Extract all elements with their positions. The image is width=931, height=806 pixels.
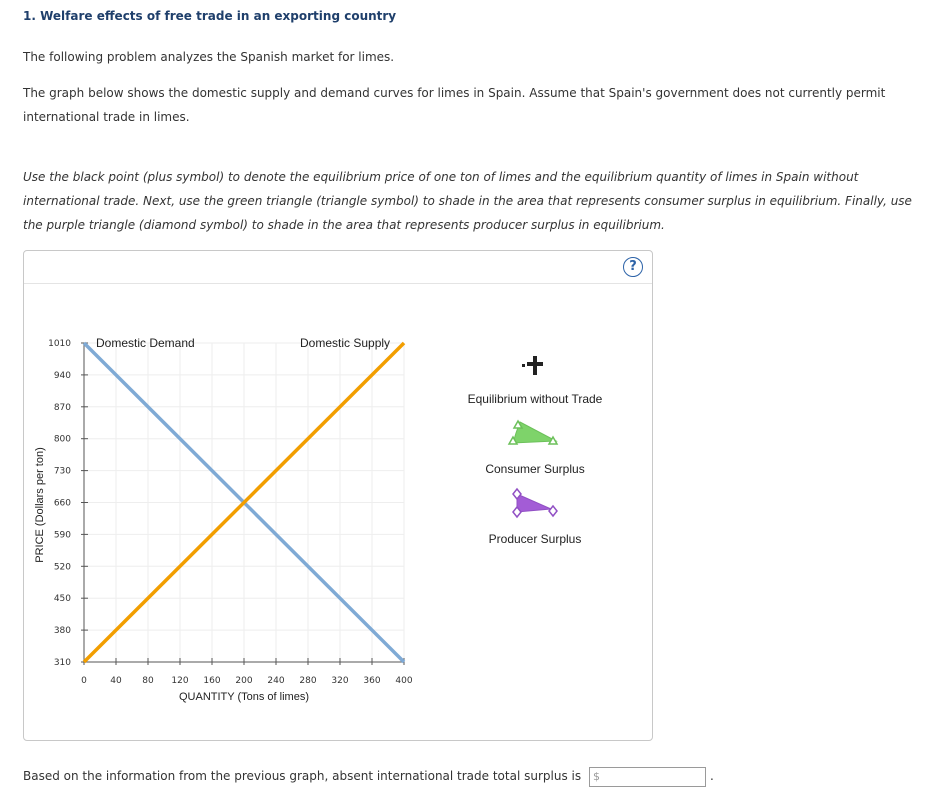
y-tick-label: 380: [53, 626, 71, 637]
x-tick-label: 120: [171, 676, 189, 686]
x-tick-label: 160: [203, 676, 221, 686]
help-icon[interactable]: ?: [623, 257, 643, 277]
y-tick-label: 1010: [48, 339, 71, 349]
x-tick-label: 240: [267, 676, 285, 686]
x-tick-label: 280: [299, 676, 317, 686]
instruction-line-3: the purple triangle (diamond symbol) to shade in the area that represents producer surplus in equilibrium.: [23, 218, 665, 232]
producer-surplus-tool[interactable]: [489, 489, 582, 546]
instruction-line-2: international trade. Next, use the green triangle (triangle symbol) to shade in the area that represents consumer surplus in equilibrium. Finally, use: [23, 194, 912, 208]
y-tick-label: 870: [53, 402, 71, 413]
x-tick-label: 400: [395, 676, 413, 686]
y-tick-label: 590: [53, 530, 71, 541]
x-tick-label: 360: [363, 676, 381, 686]
demand-curve-label: Domestic Demand: [96, 336, 195, 350]
x-tick-label: 80: [142, 676, 154, 686]
dollar-prefix: $: [593, 770, 600, 783]
y-tick-label: 450: [53, 594, 71, 605]
x-tick-label: 40: [110, 676, 122, 686]
y-tick-label: 730: [53, 466, 71, 477]
purple-diamond-icon: [513, 489, 557, 517]
total-surplus-question: Based on the information from the previous graph, absent international trade total surplus is: [23, 769, 582, 783]
green-triangle-icon: [509, 421, 557, 444]
intro-text: The following problem analyzes the Spanish market for limes.: [23, 50, 395, 64]
equilibrium-plus-tool[interactable]: [468, 356, 603, 406]
supply-curve-label: Domestic Supply: [300, 336, 391, 350]
description-line-1: The graph below shows the domestic supply and demand curves for limes in Spain. Assume that Spain's government does not currently permit: [23, 86, 886, 100]
y-tick-label: 800: [53, 434, 71, 445]
producer-surplus-legend-label: Producer Surplus: [488, 532, 582, 546]
y-axis-title: PRICE (Dollars per ton): [34, 447, 46, 563]
total-surplus-input[interactable]: [589, 767, 706, 787]
x-tick-label: 0: [81, 676, 87, 686]
equilibrium-legend-label: Equilibrium without Trade: [467, 392, 603, 406]
y-tick-label: 940: [53, 370, 71, 381]
sentence-period: .: [710, 769, 714, 783]
instruction-line-1: Use the black point (plus symbol) to denote the equilibrium price of one ton of limes and the equilibrium quantity of limes in Spain without: [23, 170, 859, 184]
problem-heading: 1. Welfare effects of free trade in an exporting country: [23, 9, 397, 23]
y-tick-label: 310: [53, 658, 71, 668]
description-line-2: international trade in limes.: [23, 110, 190, 124]
x-axis-title: QUANTITY (Tons of limes): [179, 691, 309, 703]
plus-icon: [522, 356, 543, 375]
x-tick-label: 200: [235, 676, 253, 686]
y-tick-label: 520: [53, 562, 71, 573]
x-tick-label: 320: [331, 676, 349, 686]
y-tick-label: 660: [53, 498, 71, 509]
consumer-surplus-tool[interactable]: [485, 421, 584, 476]
consumer-surplus-legend-label: Consumer Surplus: [485, 462, 585, 476]
